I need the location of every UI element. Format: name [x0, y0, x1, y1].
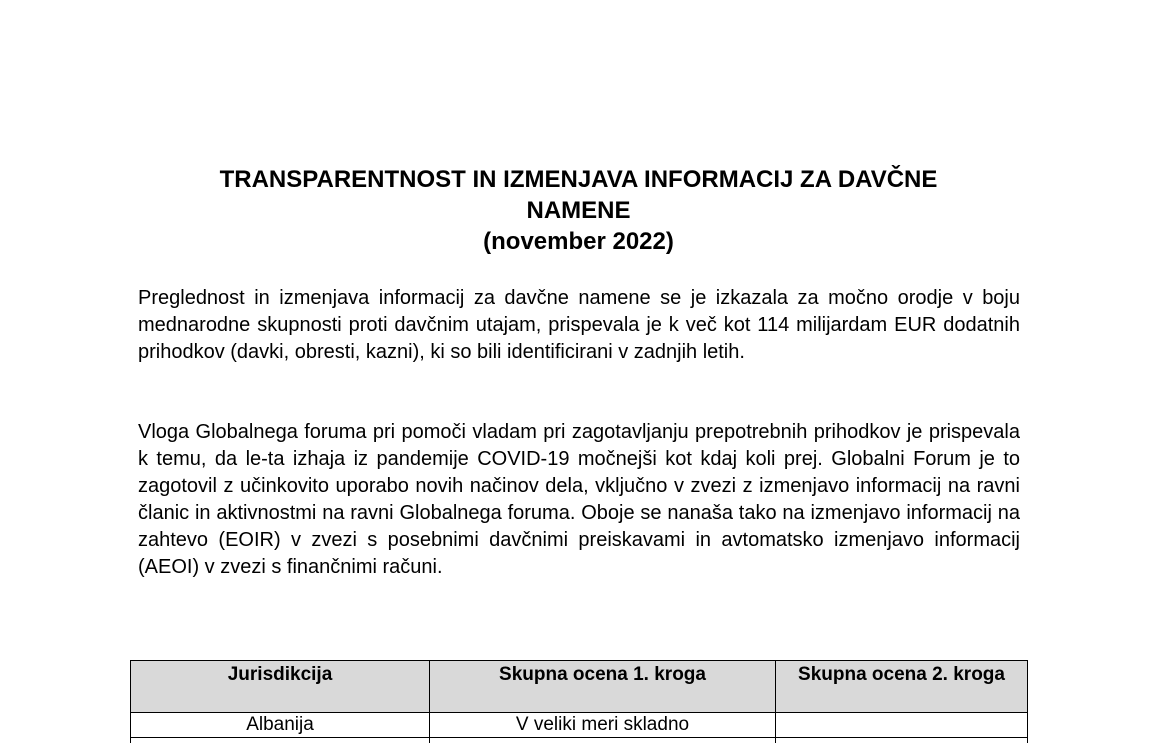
cell-round1-rating: [430, 738, 776, 743]
paragraph-intro: Preglednost in izmenjava informacij za davčne namene se je izkazala za močno orodje v boju mednarodne skupnosti proti davčnim utajam, prispevala je k več kot 114 milijardam EUR dodatnih prihodkov (davki, obresti, kazni), ki so bili identificirani v zadnjih letih.: [138, 287, 1020, 363]
cell-jurisdiction: Albanija: [131, 713, 430, 738]
title-date: (november 2022): [483, 228, 674, 255]
cell-round2-rating: [776, 713, 1028, 738]
table-header-row: [131, 661, 1028, 713]
ratings-table-container: [130, 660, 1027, 743]
cell-round1-rating: V veliki meri skladno: [430, 713, 776, 738]
cell-round2-rating: [776, 738, 1028, 743]
table-row: [131, 738, 1028, 743]
header-round1-rating: Skupna ocena 1. kroga: [430, 661, 776, 713]
ratings-table: [130, 660, 1028, 743]
paragraph-global-forum: Vloga Globalnega foruma pri pomoči vladam pri zagotavljanju prepotrebnih prihodkov je prispevala k temu, da le-ta izhaja iz pandemije COVID-19 močnejši kot kdaj koli prej. Globalni Forum je to zagotovil z učinkovito uporabo novih načinov dela, vključno v zvezi z izmenjavo informacij na ravni članic in aktivnostmi na ravni Globalnega foruma. Oboje se nanaša tako na izmenjavo informacij na zahtevo (EOIR) v zvezi s posebnimi davčnimi preiskavami in avtomatsko izmenjavo informacij (AEOI) v zvezi s finančnimi računi.: [138, 421, 1020, 578]
document-title: [130, 164, 1027, 257]
cell-jurisdiction: [131, 738, 430, 743]
header-round2-rating: Skupna ocena 2. kroga: [776, 661, 1028, 713]
title-line-1: TRANSPARENTNOST IN IZMENJAVA INFORMACIJ ZA DAVČNE: [219, 166, 938, 193]
title-line-2: NAMENE: [526, 197, 631, 224]
table-row: [131, 713, 1028, 738]
header-jurisdiction: Jurisdikcija: [131, 661, 430, 713]
